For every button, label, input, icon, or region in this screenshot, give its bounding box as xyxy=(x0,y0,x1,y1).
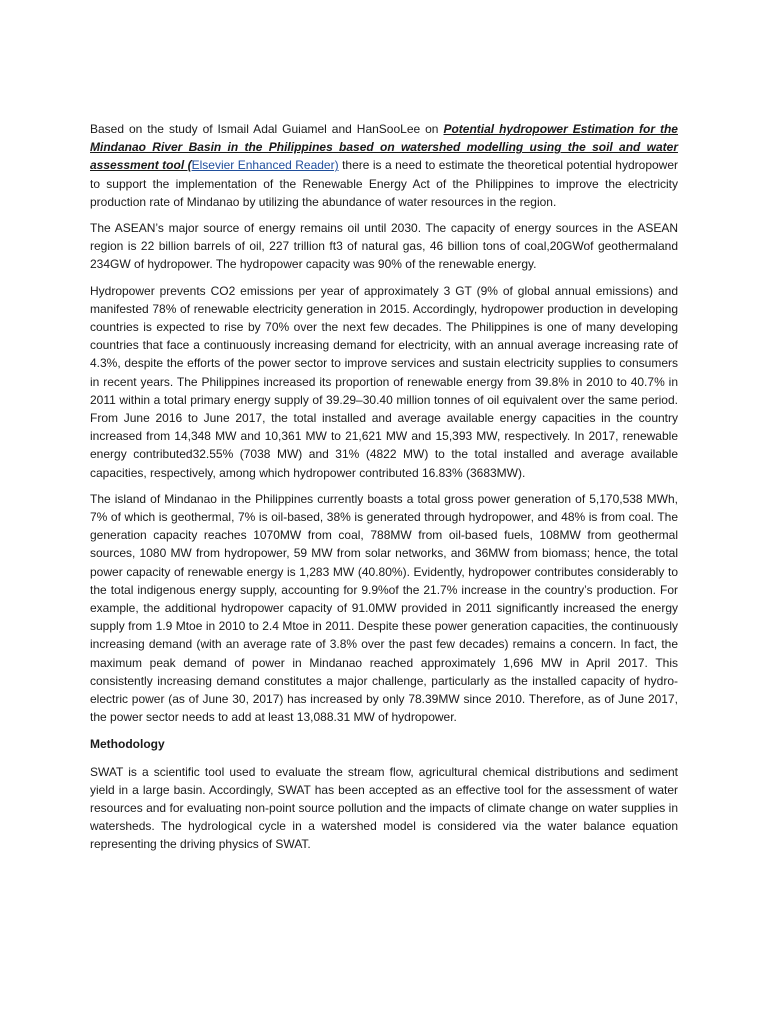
paragraph-mindanao: The island of Mindanao in the Philippines currently boasts a total gross power generation of 5,170,538 MWh, 7% of which is geothermal, 7% is oil-based, 38% is generated through hydropower, and 48% is from coal. The generation capacity reaches 1070MW from coal, 788MW from oil-based fuels, 108MW from geothermal sources, 1080 MW from hydropower, 59 MW from solar networks, and 36MW from biomass; hence, the total power capacity of renewable energy is 1,283 MW (40.80%). Evidently, hydropower contributes considerably to the total indigenous energy supply, accounting for 9.9%of the 21.7% increase in the country’s production. For example, the additional hydropower capacity of 91.0MW provided in 2011 significantly increased the energy supply from 1.9 Mtoe in 2010 to 2.4 Mtoe in 2011. Despite these power generation capacities, the continuously increasing demand (with an average rate of 3.8% over the past few decades) remains a concern. In fact, the maximum peak demand of power in Mindanao reached approximately 1,696 MW in April 2017. This consistently increasing demand constitutes a major challenge, particularly as the installed capacity of hydro-electric power (as of June 30, 2017) has increased by only 78.39MW since 2010. Therefore, as of June 2017, the power sector needs to add at least 13,088.31 MW of hydropower. xyxy=(90,491,678,725)
study-title: Potential hydropower Estimation for the Mindanao River Basin in the Philippines based on watershed modelling using the soil and water assessment tool ( xyxy=(90,122,678,173)
methodology-paragraph: SWAT is a scientific tool used to evaluate the stream flow, agricultural chemical distributions and sediment yield in a large basin. Accordingly, SWAT has been accepted as an effective tool for the assessment of water resources and for evaluating non-point source pollution and the impacts of climate change on water supplies in watersheds. The hydrological cycle in a watershed model is considered via the water balance equation representing the driving physics of SWAT. xyxy=(90,764,678,852)
elsevier-reader-link[interactable]: Elsevier Enhanced Reader) xyxy=(191,158,339,173)
paragraph-asean: The ASEAN’s major source of energy remains oil until 2030. The capacity of energy sources in the ASEAN region is 22 billion barrels of oil, 227 trillion ft3 of natural gas, 46 billion tons of coal,20GWof geothermaland 234GW of hydropower. The hydropower capacity was 90% of the renewable energy. xyxy=(90,221,678,272)
methodology-heading: Methodology xyxy=(90,736,165,751)
intro-paragraph xyxy=(90,120,678,211)
paragraph-hydropower: Hydropower prevents CO2 emissions per year of approximately 3 GT (9% of global annual emissions) and manifested 78% of renewable electricity generation in 2015. Accordingly, hydropower production in developing countries is expected to rise by 70% over the next few decades. The Philippines is one of many developing countries that face a continuously increasing demand for electricity, with an annual average increasing rate of 4.3%, despite the efforts of the power sector to improve services and sustain electricity supplies to consumers in recent years. The Philippines increased its proportion of renewable energy from 39.8% in 2010 to 40.7% in 2011 within a total primary energy supply of 39.29–30.40 million tonnes of oil equivalent over the same period. From June 2016 to June 2017, the total installed and average available energy capacities in the country increased from 14,348 MW and 10,361 MW to 21,621 MW and 15,393 MW, respectively. In 2017, renewable energy contributed32.55% (7038 MW) and 31% (4822 MW) to the total installed and average available capacities, respectively, among which hydropower contributed 16.83% (3683MW). xyxy=(90,283,678,480)
intro-rest: there is a need to estimate the theoretical potential hydropower to support the implementation of the Renewable Energy Act of the Philippines to improve the electricity production rate of Mindanao by utilizing the abundance of water resources in the region. xyxy=(90,158,679,209)
intro-lead: Based on the study of Ismail Adal Guiamel and HanSooLee on xyxy=(90,122,444,136)
